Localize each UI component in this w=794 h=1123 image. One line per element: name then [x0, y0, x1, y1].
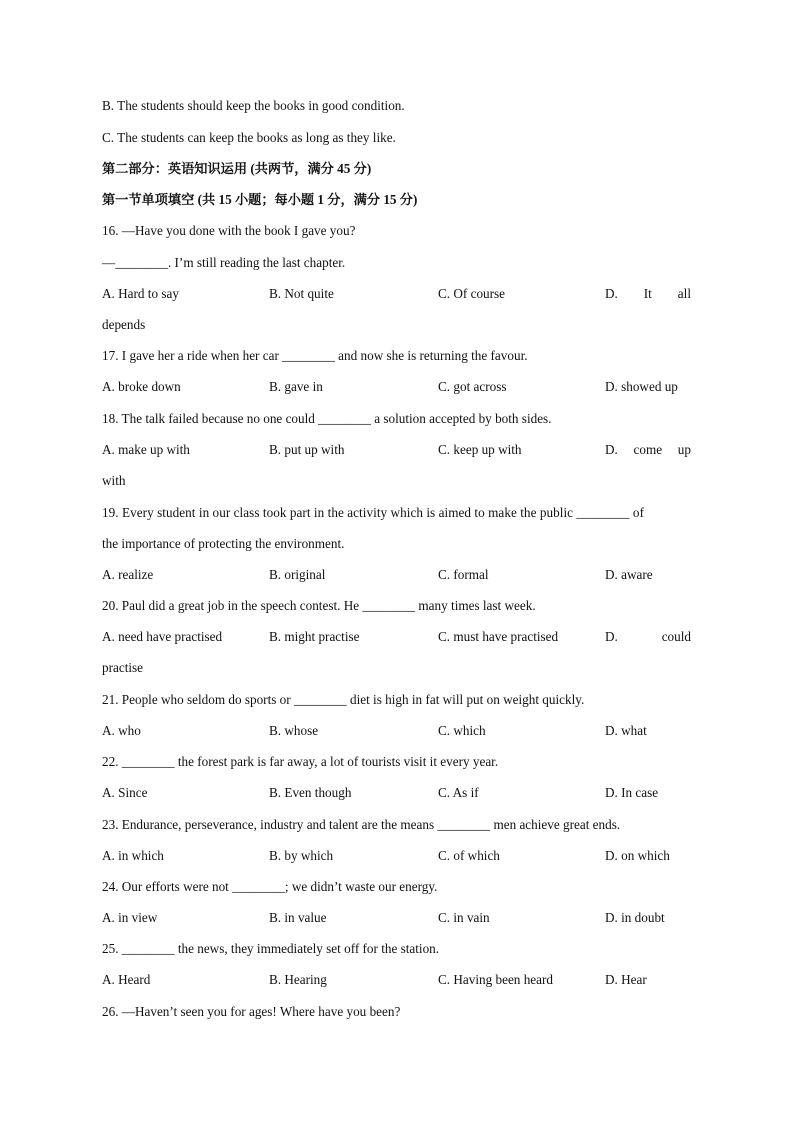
q24-option-c: C. in vain — [438, 910, 490, 925]
q18-option-b: B. put up with — [269, 442, 345, 457]
q16-option-c: C. Of course — [438, 286, 506, 301]
q16-stem-reply: —________. I’m still reading the last chapter. — [102, 255, 346, 270]
q25-option-a: A. Heard — [102, 972, 151, 987]
q19-option-c: C. formal — [438, 567, 489, 582]
q23-stem: 23. Endurance, perseverance, industry and talent are the means ________ men achieve great ends. — [102, 817, 621, 832]
q21-option-a: A. who — [102, 723, 141, 738]
q24-option-a: A. in view — [102, 910, 158, 925]
q18-option-c: C. keep up with — [438, 442, 522, 457]
q16-stem: 16. —Have you done with the book I gave you? — [102, 223, 356, 238]
q21-option-d: D. what — [605, 723, 647, 738]
q17-stem: 17. I gave her a ride when her car ________ and now she is returning the favour. — [102, 348, 528, 363]
q17-option-b: B. gave in — [269, 379, 323, 394]
q16-option-d-part: It — [643, 286, 652, 301]
q20-option-d-part: D. — [605, 629, 618, 644]
q19-option-a: A. realize — [102, 567, 154, 582]
section1-heading: 第一节单项填空 (共 15 小题；每小题 1 分，满分 15 分) — [102, 192, 418, 207]
q16-option-d-part: D. — [605, 286, 618, 301]
q22-option-d: D. In case — [605, 785, 659, 800]
q20-option-d-part: could — [661, 629, 691, 644]
q22-option-b: B. Even though — [269, 785, 352, 800]
q16-option-b: B. Not quite — [269, 286, 334, 301]
q20-option-d-continuation: practise — [102, 660, 144, 675]
q19-option-b: B. original — [269, 567, 326, 582]
q18-option-d-part: up — [677, 442, 691, 457]
q19-stem-continuation: the importance of protecting the environment. — [102, 536, 345, 551]
q16-option-d-part: all — [677, 286, 691, 301]
q21-option-b: B. whose — [269, 723, 319, 738]
q24-option-b: B. in value — [269, 910, 327, 925]
q19-stem-text: 19. Every student in our class took part in the activity which is aimed to make the public ________ of — [102, 505, 645, 520]
q18-option-d — [605, 442, 691, 458]
q25-option-d: D. Hear — [605, 972, 647, 987]
q21-option-c: C. which — [438, 723, 486, 738]
q23-option-c: C. of which — [438, 848, 500, 863]
q24-option-d: D. in doubt — [605, 910, 665, 925]
q22-stem: 22. ________ the forest park is far away, a lot of tourists visit it every year. — [102, 754, 499, 769]
q20-option-a: A. need have practised — [102, 629, 223, 644]
q25-option-b: B. Hearing — [269, 972, 327, 987]
q22-option-c: C. As if — [438, 785, 479, 800]
q20-stem: 20. Paul did a great job in the speech contest. He ________ many times last week. — [102, 598, 536, 613]
q23-option-b: B. by which — [269, 848, 334, 863]
q20-option-c: C. must have practised — [438, 629, 559, 644]
q25-stem: 25. ________ the news, they immediately set off for the station. — [102, 941, 440, 956]
q17-option-d: D. showed up — [605, 379, 678, 394]
q19-option-d: D. aware — [605, 567, 653, 582]
q24-stem: 24. Our efforts were not ________; we didn’t waste our energy. — [102, 879, 438, 894]
part2-heading: 第二部分：英语知识运用 (共两节，满分 45 分) — [102, 161, 372, 176]
q17-option-c: C. got across — [438, 379, 507, 394]
q23-option-a: A. in which — [102, 848, 164, 863]
q22-option-a: A. Since — [102, 785, 148, 800]
q25-option-c: C. Having been heard — [438, 972, 553, 987]
q17-option-a: A. broke down — [102, 379, 181, 394]
q18-option-d-part: come — [633, 442, 663, 457]
q26-stem: 26. —Haven’t seen you for ages! Where have you been? — [102, 1004, 401, 1019]
prev-option-b: B. The students should keep the books in good condition. — [102, 98, 405, 113]
q20-option-b: B. might practise — [269, 629, 360, 644]
q18-option-d-continuation: with — [102, 473, 126, 488]
q16-option-d — [605, 286, 691, 302]
q18-option-a: A. make up with — [102, 442, 190, 457]
q23-option-d: D. on which — [605, 848, 670, 863]
q19-stem — [102, 505, 692, 521]
q18-stem: 18. The talk failed because no one could ________ a solution accepted by both sides. — [102, 411, 552, 426]
q20-option-d — [605, 629, 691, 645]
q18-option-d-part: D. — [605, 442, 618, 457]
q21-stem: 21. People who seldom do sports or ________ diet is high in fat will put on weight quickly. — [102, 692, 585, 707]
q16-option-d-continuation: depends — [102, 317, 146, 332]
prev-option-c: C. The students can keep the books as long as they like. — [102, 130, 396, 145]
q16-option-a: A. Hard to say — [102, 286, 179, 301]
